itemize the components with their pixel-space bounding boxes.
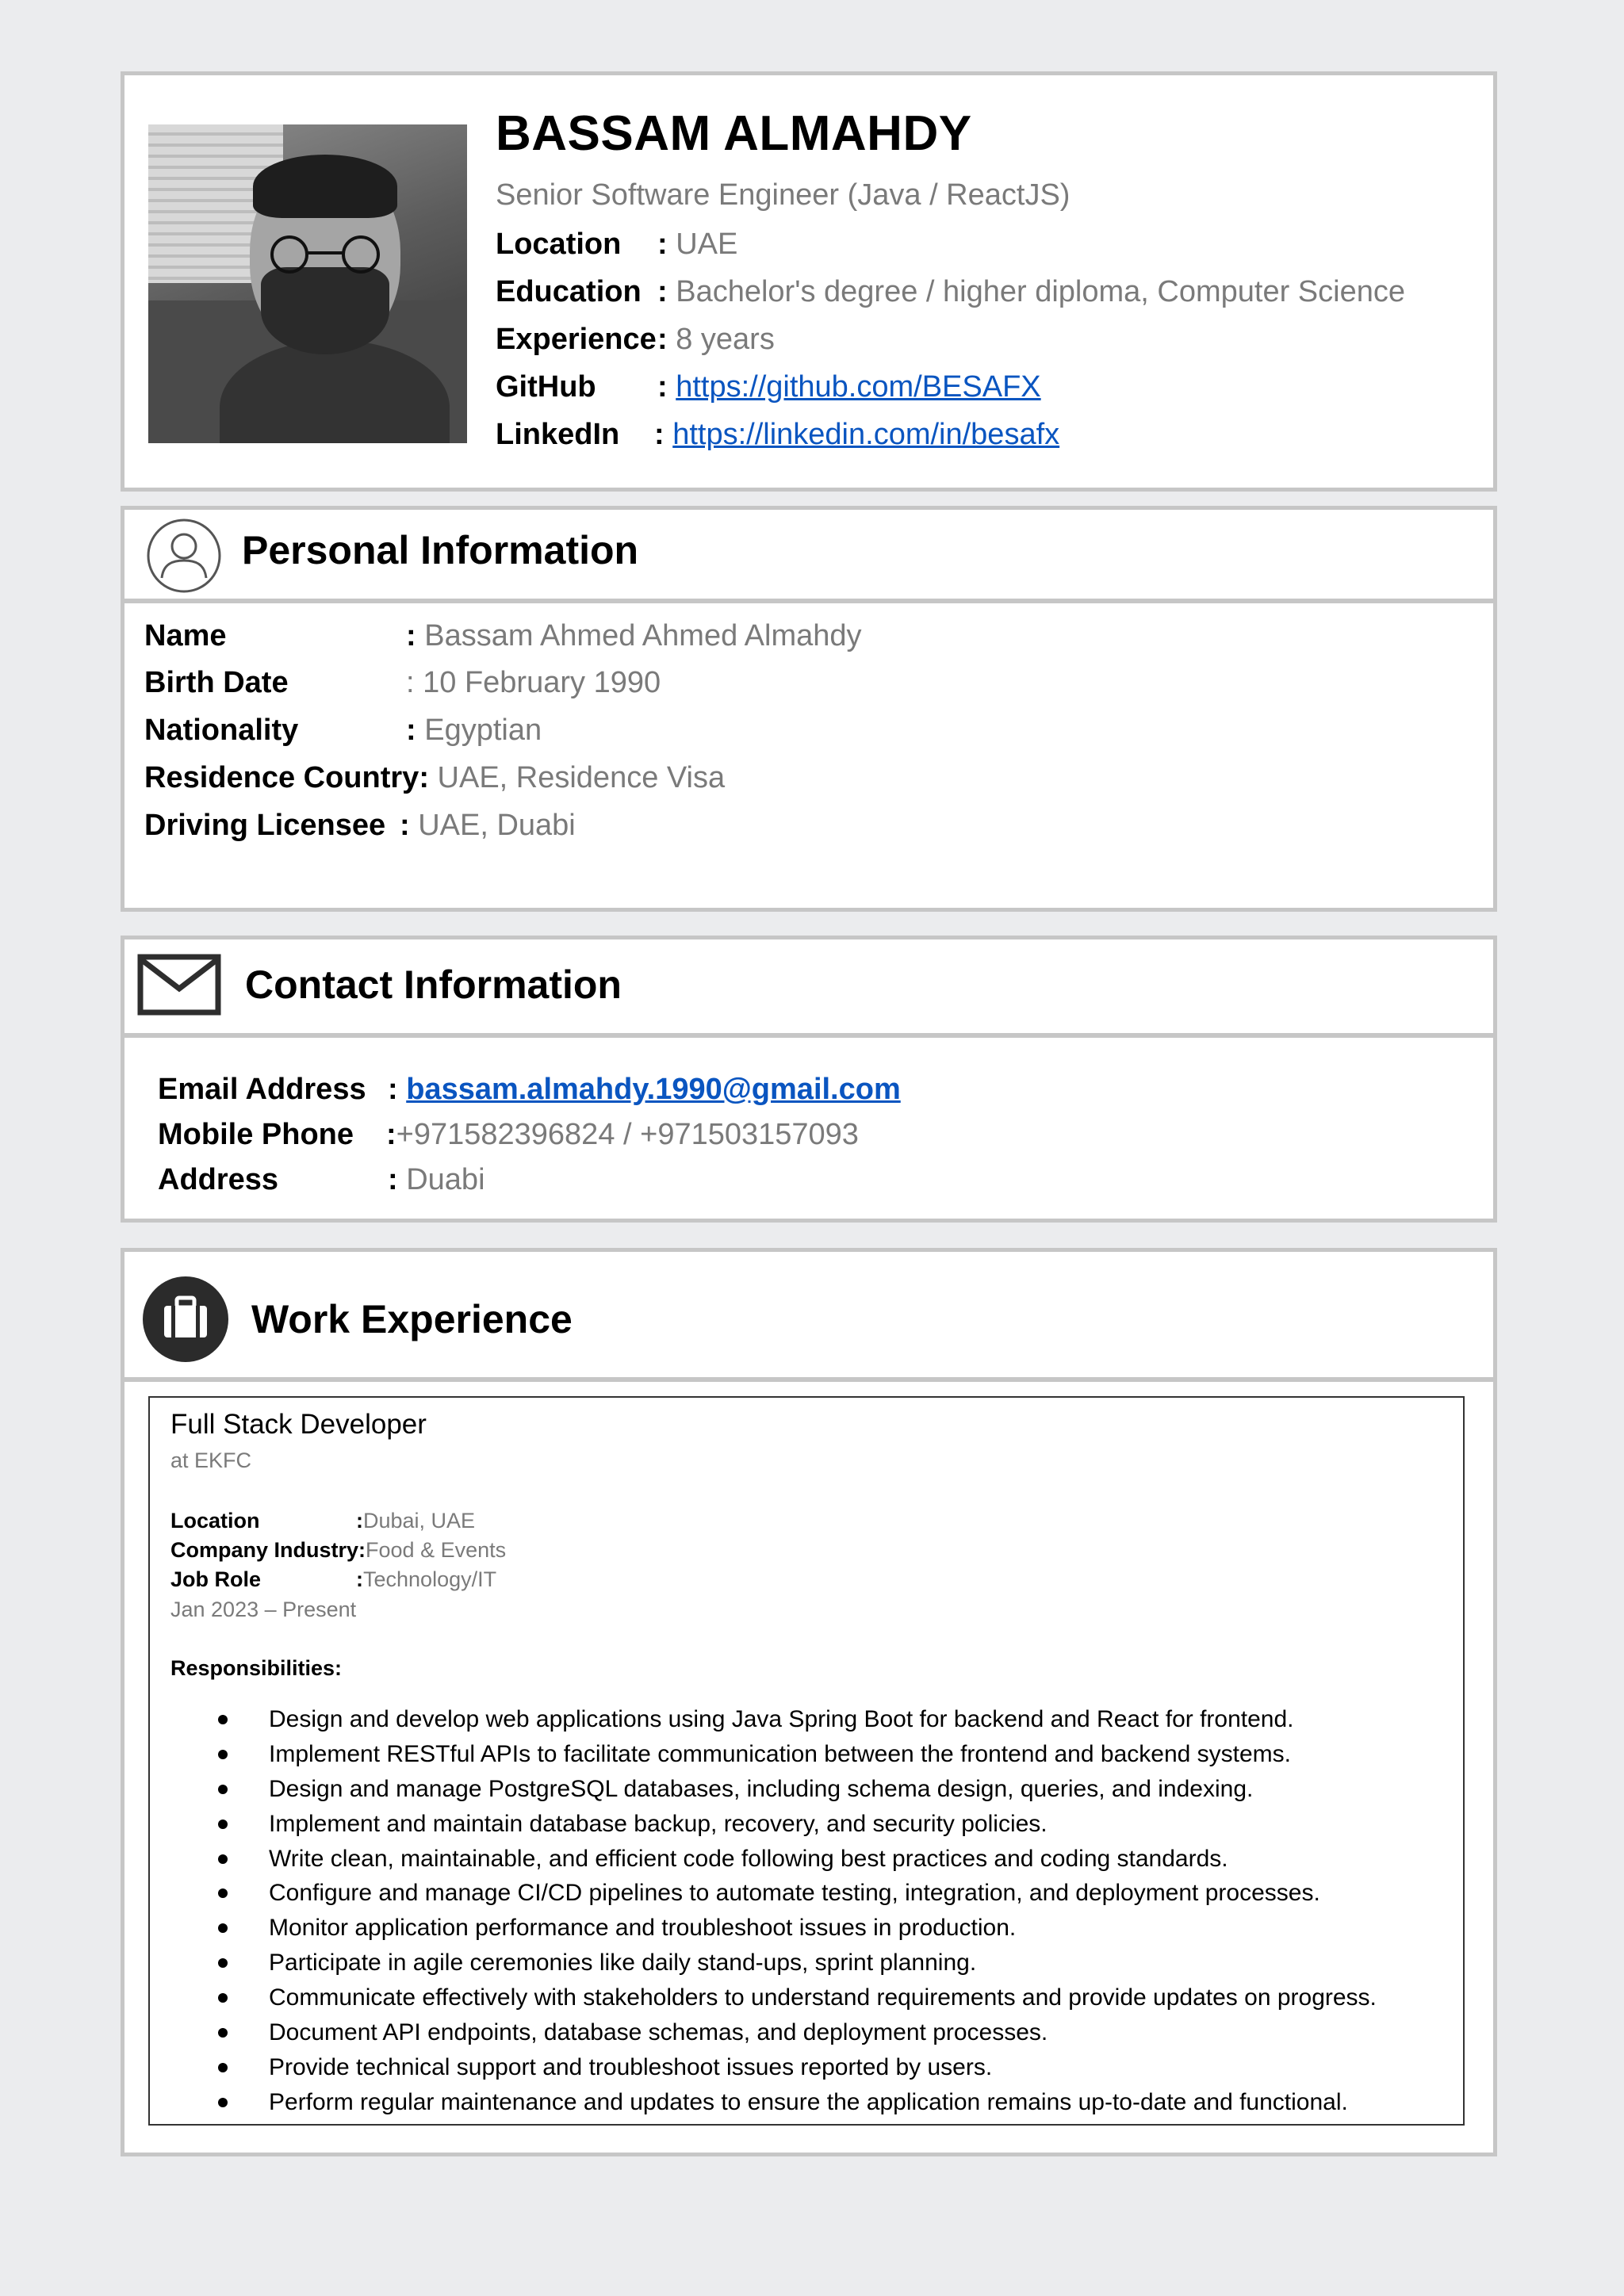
job-detail-value: Dubai, UAE <box>363 1509 476 1533</box>
responsibility-item <box>150 1702 1463 1737</box>
job-company: at EKFC <box>170 1448 252 1472</box>
info-label: Name <box>144 619 227 652</box>
info-label: Nationality <box>144 714 299 747</box>
colon: : <box>388 1163 407 1196</box>
job-detail-label: Location <box>170 1509 260 1533</box>
header-value: UAE <box>676 228 738 261</box>
responsibility-item <box>150 1737 1463 1772</box>
colon: : <box>386 1118 396 1151</box>
header-linkedin-row <box>496 416 1059 453</box>
contact-row <box>158 1070 901 1109</box>
responsibility-text: Implement RESTful APIs to facilitate communication between the frontend and backend systems. <box>269 1740 1291 1767</box>
info-label: Birth Date <box>144 666 289 699</box>
responsibility-item <box>150 1980 1463 2015</box>
colon: : <box>406 619 416 652</box>
contact-value: +971582396824 / +971503157093 <box>396 1118 859 1151</box>
bullet-icon <box>218 1750 228 1759</box>
contact-row <box>158 1115 859 1154</box>
responsibility-text: Participate in agile ceremonies like daily stand-ups, sprint planning. <box>269 1950 977 1976</box>
section-header <box>124 939 1493 1038</box>
colon: : <box>657 370 676 404</box>
header-education-row <box>496 274 1405 310</box>
job-title: Full Stack Developer <box>170 1409 427 1440</box>
contact-value: Duabi <box>406 1163 485 1196</box>
info-value: 10 February 1990 <box>423 666 661 699</box>
bullet-icon <box>218 1820 228 1829</box>
section-title: Personal Information <box>242 528 639 572</box>
responsibility-text: Provide technical support and troubleshoot issues reported by users. <box>269 2053 993 2080</box>
profile-photo <box>148 124 467 443</box>
bullet-icon <box>218 1785 228 1794</box>
job-detail-row <box>170 1564 496 1594</box>
job-dates: Jan 2023 – Present <box>170 1598 357 1621</box>
colon: : <box>400 809 410 842</box>
header-location-row <box>496 226 737 262</box>
bullet-icon <box>218 2028 228 2038</box>
bullet-icon <box>218 1715 228 1724</box>
responsibilities-list <box>150 1702 1463 2120</box>
info-value: Bassam Ahmed Ahmed Almahdy <box>424 619 862 652</box>
job-detail-label: Job Role <box>170 1567 262 1591</box>
info-value: UAE, Duabi <box>418 809 576 842</box>
colon: : <box>657 323 676 356</box>
profile-header-card <box>121 71 1497 492</box>
header-value: Bachelor's degree / higher diploma, Computer Science <box>676 275 1405 308</box>
responsibilities-heading: Responsibilities: <box>170 1656 343 1680</box>
bullet-icon <box>218 2063 228 2072</box>
colon: : <box>657 275 676 308</box>
info-row <box>144 663 661 702</box>
info-label: Residence Country <box>144 761 419 794</box>
info-value: UAE, Residence Visa <box>437 761 726 794</box>
header-label: Experience <box>496 323 657 356</box>
header-label: GitHub <box>496 370 596 404</box>
photo-hair <box>253 155 397 218</box>
colon: : <box>358 1538 366 1562</box>
header-github-row <box>496 369 1041 405</box>
bullet-icon <box>218 1993 228 2003</box>
header-value: 8 years <box>676 323 775 356</box>
job-detail-row <box>170 1506 475 1536</box>
colon: : <box>406 714 416 747</box>
header-label: LinkedIn <box>496 418 620 451</box>
job-detail-value: Food & Events <box>366 1538 507 1562</box>
responsibility-text: Communicate effectively with stakeholders to understand requirements and provide updates on progress. <box>269 1984 1377 2011</box>
bullet-icon <box>218 1958 228 1968</box>
contact-label: Mobile Phone <box>158 1118 354 1151</box>
linkedin-link[interactable]: https://linkedin.com/in/besafx <box>672 418 1060 451</box>
candidate-title: Senior Software Engineer (Java / ReactJS) <box>496 178 1071 212</box>
responsibility-text: Design and develop web applications using Java Spring Boot for backend and React for frontend. <box>269 1706 1294 1732</box>
colon: : <box>419 761 429 794</box>
contact-row <box>158 1160 485 1200</box>
header-label: Location <box>496 228 622 261</box>
section-title: Work Experience <box>251 1297 573 1341</box>
responsibility-text: Configure and manage CI/CD pipelines to automate testing, integration, and deployment processes. <box>269 1880 1320 1907</box>
photo-beard <box>261 267 389 354</box>
contact-label: Address <box>158 1163 279 1196</box>
responsibility-item <box>150 1772 1463 1807</box>
candidate-name: BASSAM ALMAHDY <box>496 106 972 161</box>
glasses-icon <box>259 235 391 274</box>
github-link[interactable]: https://github.com/BESAFX <box>676 370 1041 404</box>
job-detail-value: Technology/IT <box>363 1567 497 1591</box>
colon: : <box>356 1567 363 1591</box>
colon: : <box>406 666 415 699</box>
header-experience-row <box>496 321 775 358</box>
envelope-icon <box>137 954 221 1016</box>
job-detail-label: Company Industry <box>170 1538 359 1562</box>
colon: : <box>654 418 673 451</box>
contact-label: Email Address <box>158 1073 366 1106</box>
bullet-icon <box>218 2098 228 2107</box>
responsibility-text: Document API endpoints, database schemas, and deployment processes. <box>269 2019 1048 2046</box>
personal-information-card <box>121 506 1497 912</box>
responsibility-item <box>150 1842 1463 1877</box>
responsibility-text: Monitor application performance and troubleshoot issues in production. <box>269 1915 1017 1942</box>
bullet-icon <box>218 1854 228 1864</box>
responsibility-item <box>150 2085 1463 2120</box>
info-row <box>144 758 725 798</box>
bullet-icon <box>218 1888 228 1898</box>
colon: : <box>356 1509 363 1533</box>
responsibility-text: Write clean, maintainable, and efficient code following best practices and coding standards. <box>269 1845 1228 1872</box>
responsibility-item <box>150 2050 1463 2085</box>
contact-information-card <box>121 936 1497 1223</box>
responsibility-text: Design and manage PostgreSQL databases, including schema design, queries, and indexing. <box>269 1775 1254 1802</box>
email-link[interactable]: bassam.almahdy.1990@gmail.com <box>406 1073 901 1106</box>
section-title: Contact Information <box>245 962 622 1007</box>
info-row <box>144 710 542 750</box>
responsibility-item <box>150 1946 1463 1980</box>
section-header <box>124 510 1493 603</box>
job-detail-row <box>170 1535 506 1565</box>
info-label: Driving Licensee <box>144 809 386 842</box>
work-experience-card <box>121 1248 1497 2156</box>
responsibility-item <box>150 1876 1463 1911</box>
responsibility-item <box>150 2015 1463 2050</box>
responsibility-item <box>150 1807 1463 1842</box>
briefcase-icon <box>142 1276 229 1363</box>
responsibility-text: Implement and maintain database backup, recovery, and security policies. <box>269 1810 1048 1837</box>
info-value: Egyptian <box>424 714 542 747</box>
colon: : <box>657 228 676 261</box>
section-header <box>124 1252 1493 1382</box>
user-icon <box>146 518 222 594</box>
responsibility-text: Perform regular maintenance and updates to ensure the application remains up-to-date and functional. <box>269 2088 1348 2115</box>
header-label: Education <box>496 275 642 308</box>
responsibility-item <box>150 1911 1463 1946</box>
bullet-icon <box>218 1923 228 1933</box>
job-entry <box>148 1396 1465 2126</box>
info-row <box>144 616 862 656</box>
colon: : <box>388 1073 407 1106</box>
info-row <box>144 806 576 845</box>
